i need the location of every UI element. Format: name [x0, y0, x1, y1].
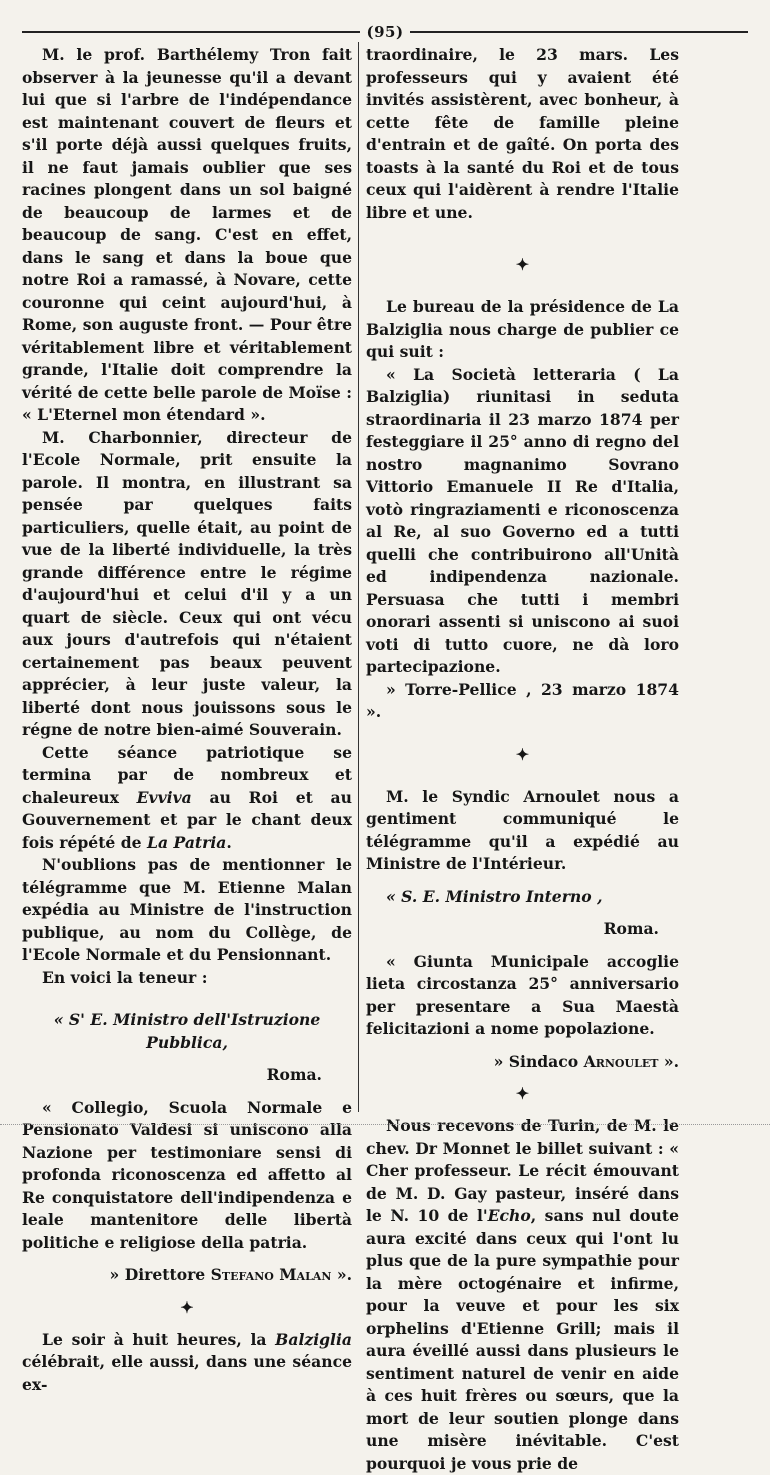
text-span: Cette séance patriotique se termina par de nombreux et chaleureux — [22, 742, 352, 807]
paragraph-arnoulet: M. le Syndic Arnoulet nous a gentiment communiqué le télégramme qu'il a expédié au Ministre de l'Intérieur. — [366, 786, 679, 873]
telegram-address-istruzione: « S' E. Ministro dell'Istruzione Pubblica, — [53, 1010, 321, 1052]
header-rule-right — [410, 31, 748, 33]
text-span: Le soir à huit heures, la — [42, 1329, 276, 1349]
text-span: . — [226, 832, 232, 852]
paragraph-teneur: En voici la teneur : — [42, 967, 208, 987]
text-span: ». — [331, 1265, 352, 1284]
paragraph-fete: traordinaire, le 23 mars. Les professeurs qui y avaient été invités assistèrent, avec bonheur, à cette fête de famille pleine d'entrain et de gaîté. On porta des toasts à la santé du Roi et de tous ceux qui l'aidèrent à rendre l'Italie libre et une. — [366, 45, 679, 222]
page-header — [22, 20, 748, 44]
header-rule-left — [22, 31, 360, 33]
left-column — [22, 44, 352, 1396]
section-separator-star: ✦ — [180, 1297, 194, 1317]
telegram-body-giunta: « Giunta Municipale accoglie lieta circostanza 25° anniversario per presentare a Sua Maestà felicitazioni a nome popolazione. — [366, 951, 679, 1038]
bottom-rule — [0, 1124, 770, 1125]
italic-evviva: Evviva — [136, 787, 192, 807]
telegram-body-collegio: « Collegio, Scuola Normale e Pensionato Valdesi si uniscono alla Nazione per testimoniare sensi di profonda riconoscenza ed affetto al Re conquistatore dell'indipendenza e leale mantenitore delle libertà politiche e religiose della patria. — [22, 1097, 352, 1252]
text-span: ». — [658, 1051, 679, 1071]
right-column — [366, 44, 679, 1475]
text-span: célébrait, elle aussi, dans une séance ex- — [22, 1352, 352, 1394]
paragraph-balziglia — [22, 1329, 352, 1397]
paragraph-societa: « La Società letteraria ( La Balziglia) riunitasi in seduta straordinaria il 23 marzo 1874 per festeggiare il 25° anno di regno del nostro magnanimo Sovrano Vittorio Emanuele II Re d'Italia, votò ringraziamenti e riconoscenza al Re, al suo Governo ed a tutti quelli che contribuirono all'Unità ed indipendenza nazionale. Persuasa che tutti i membri onorari assenti si uniscono ai suoi voti di tutto cuore, ne dà loro partecipazione. — [366, 364, 679, 676]
paragraph-tron: M. le prof. Barthélemy Tron fait observer à la jeunesse qu'il a devant lui que si l'arbre de l'indépendance est maintenant couvert de fleurs et s'il porte déjà aussi quelques fruits, il ne faut jamais oublier que ses racines plongent dans un sol baigné de beaucoup de larmes et de beaucoup de sang. C'est en effet, dans le sang et dans la boue que notre Roi a ramassé, à Novare, cette couronne qui ceint aujourd'hui, à Rome, son auguste front. — Pour être véritablement libre et véritablement grande, l'Italie doit comprendre la vérité de cette belle parole de Moïse : « L'Eternel mon étendard ». — [22, 45, 352, 424]
column-divider — [358, 42, 359, 1112]
telegram-address-interno: « S. E. Ministro Interno , — [386, 886, 603, 906]
text-span: au Roi et au Gouvernement et par le chant deux fois répété de — [22, 787, 352, 852]
page-number: (95) — [366, 23, 404, 41]
signature-name: Arnoulet — [583, 1051, 659, 1071]
italic-echo: Echo — [487, 1206, 531, 1225]
paragraph-seance — [22, 742, 352, 855]
paragraph-bureau: Le bureau de la présidence de La Balziglia nous charge de publier ce qui suit : — [366, 297, 679, 361]
section-separator-star: ✦ — [515, 255, 530, 274]
text-span: Nous recevons de Turin, de M. le chev. Dr Monnet le billet suivant : « Cher professeur. Le récit émouvant de M. D. Gay pasteur, inséré dans le N. 10 de l' — [366, 1116, 679, 1225]
text-span: , sans nul doute aura excité dans ceux qui l'ont lu plus que de la pure sympathie pour la mère octogénaire et infirme, pour la veuve et pour les six orphelins d'Etienne Grill; mais il aura éveillé aussi dans plusieurs le sentiment naturel de venir en aide à ces huit frères ou sœurs, que la mort de leur soutien plonge dans une misère inévitable. C'est pourquoi je vous prie de — [366, 1206, 679, 1473]
paragraph-monnet — [366, 1115, 679, 1475]
paragraph-telegramme: N'oublions pas de mentionner le télégramme que M. Etienne Malan expédia au Ministre de l'instruction publique, au nom du Collège, de l'Ecole Normale et du Pensionnant. — [22, 855, 352, 964]
paragraph-torre-pellice: » Torre-Pellice , 23 marzo 1874 ». — [366, 679, 679, 721]
italic-balziglia: Balziglia — [275, 1329, 352, 1349]
telegram-city-roma: Roma. — [603, 919, 659, 938]
section-separator-star: ✦ — [515, 1084, 530, 1103]
italic-la-patria: La Patria — [147, 832, 227, 852]
text-span: » Sindaco — [493, 1051, 584, 1071]
telegram-city-roma: Roma. — [266, 1065, 322, 1084]
telegram-signature-malan — [22, 1264, 352, 1287]
text-span: » Direttore — [109, 1265, 211, 1284]
paragraph-charbonnier: M. Charbonnier, directeur de l'Ecole Normale, prit ensuite la parole. Il montra, en illustrant sa pensée par quelques faits particuliers, quelle était, au point de vue de la liberté individuelle, la très grande différence entre le régime d'aujourd'hui et celui d'il y a un quart de siècle. Ceux qui ont vécu aux jours d'autrefois qui n'étaient certainement pas beaux peuvent apprécier, à leur juste valeur, la liberté dont nous jouissons sous le régne de notre bien-aimé Souverain. — [22, 427, 352, 739]
signature-name: Stefano Malan — [210, 1265, 332, 1284]
section-separator-star: ✦ — [515, 744, 530, 764]
telegram-signature-arnoulet — [366, 1051, 679, 1074]
